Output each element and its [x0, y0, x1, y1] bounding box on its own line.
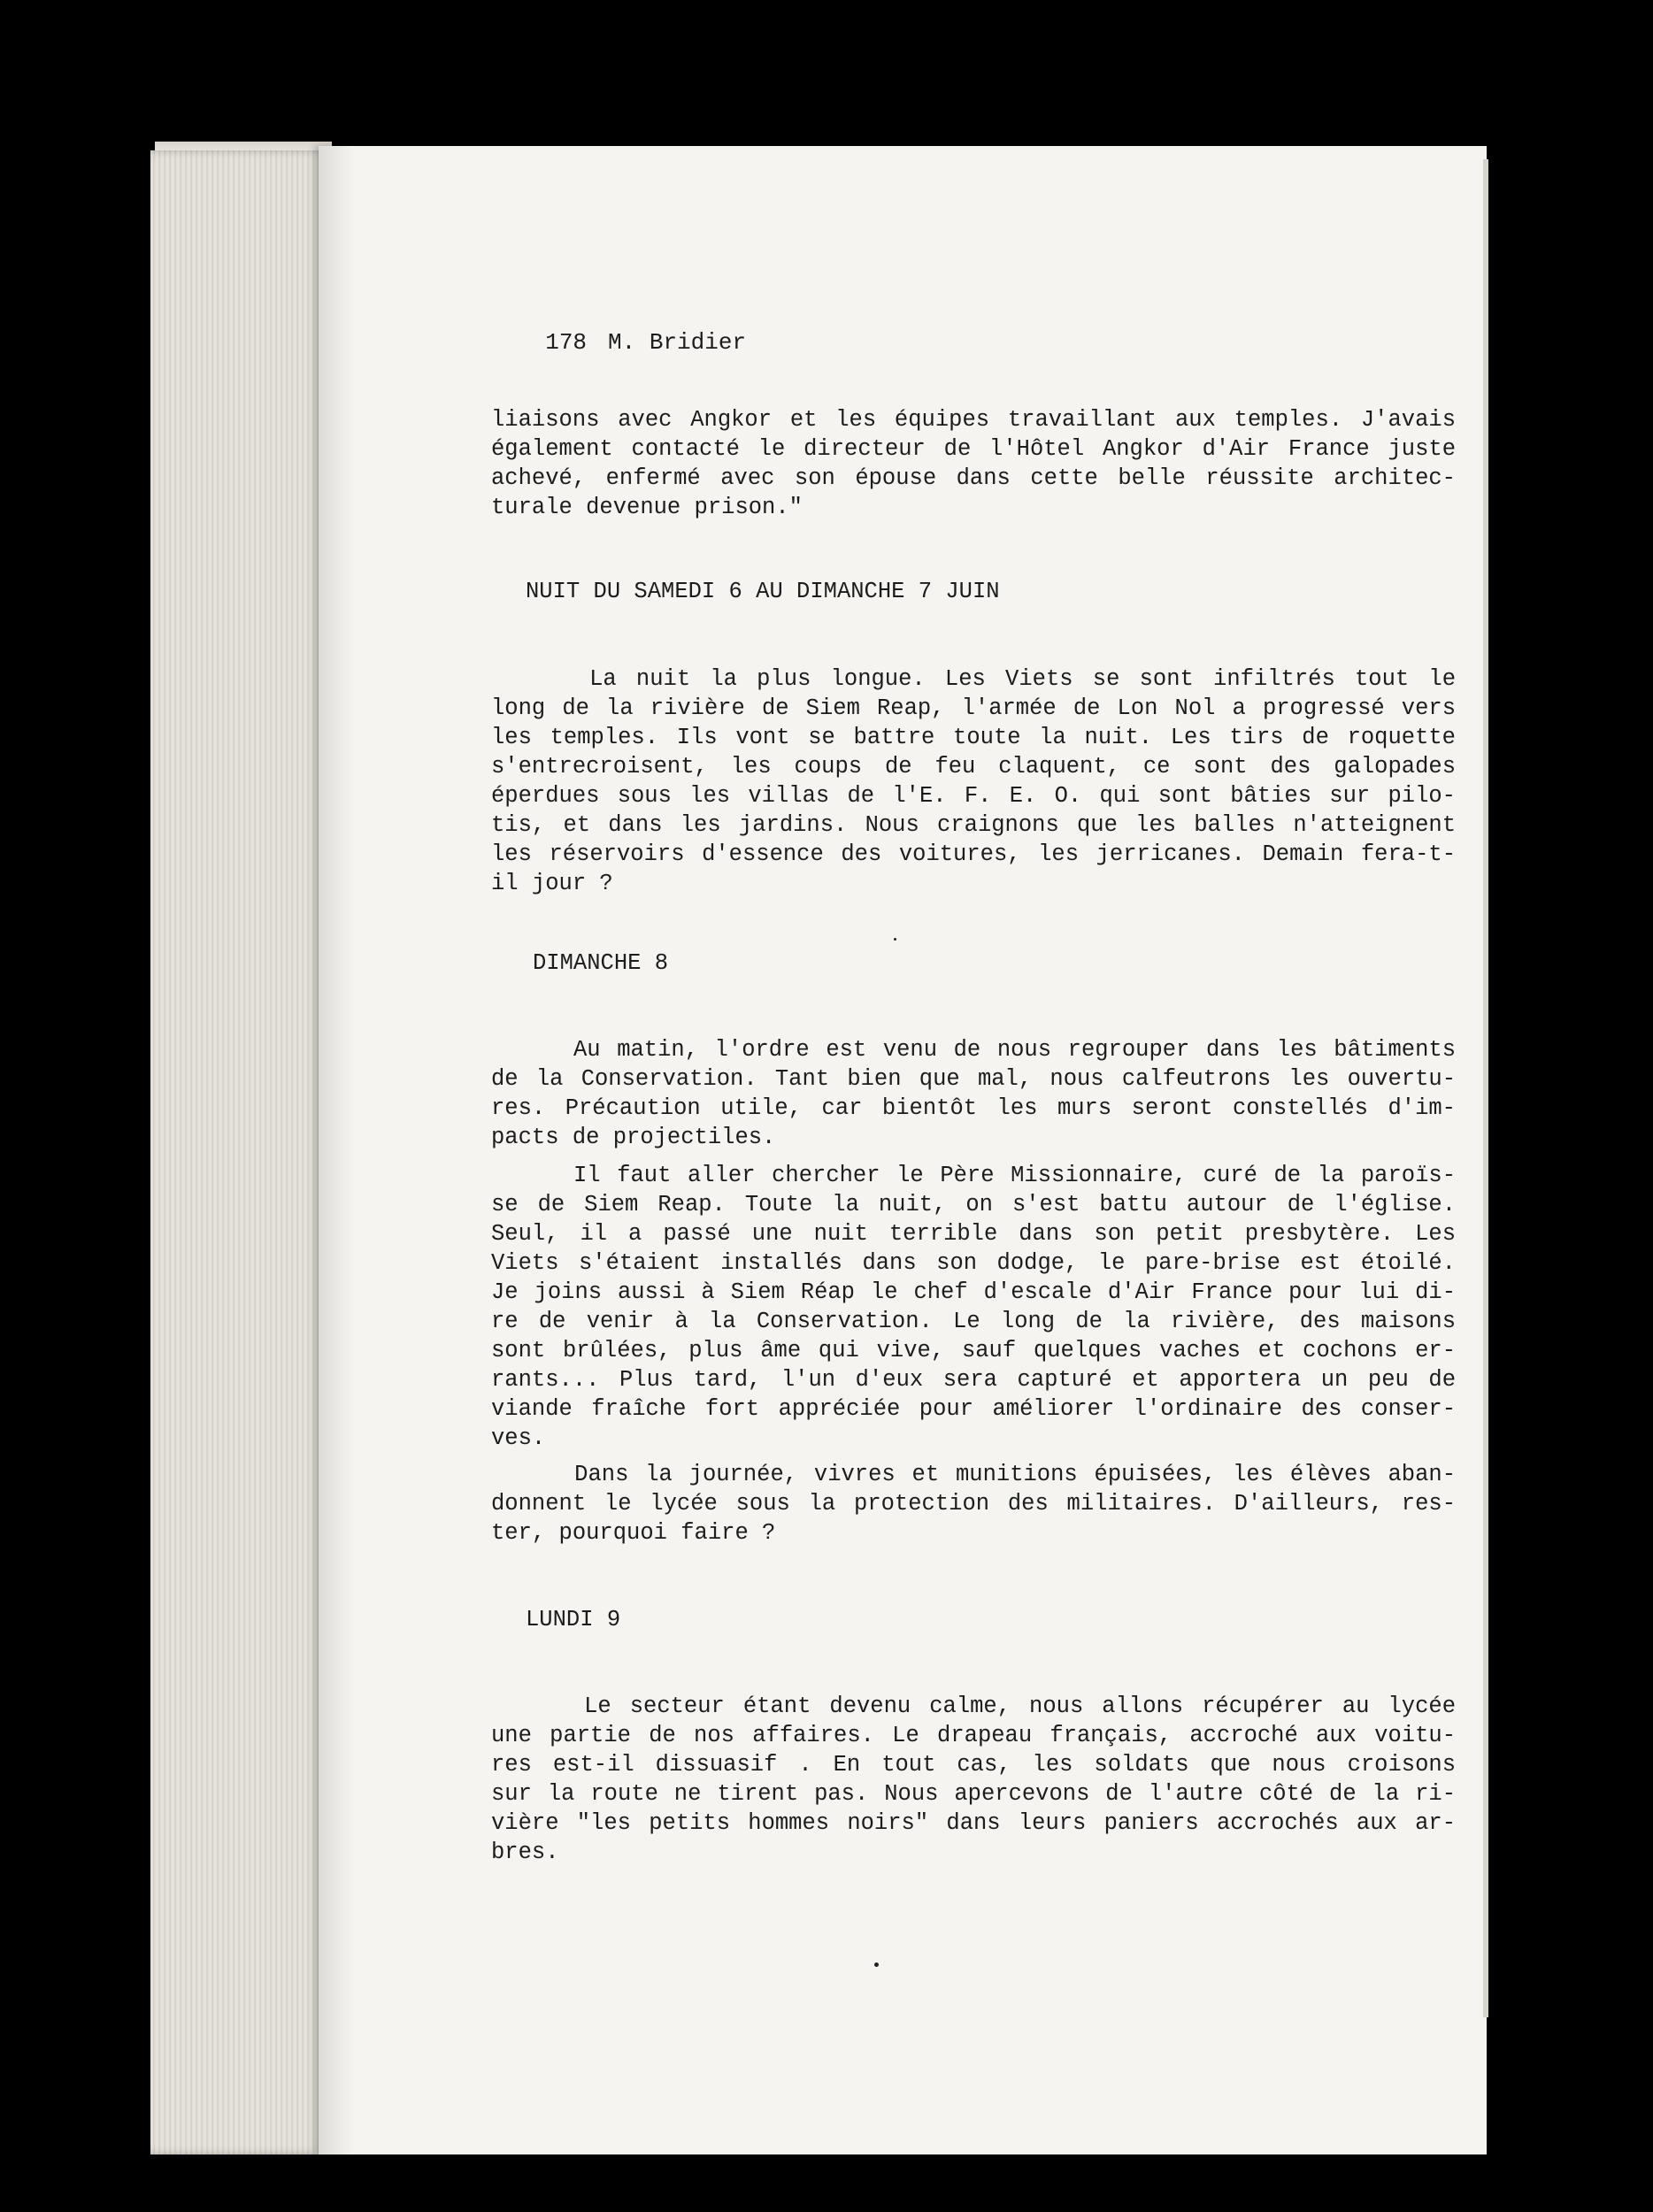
text-line: les réservoirs d'essence des voitures, les jerricanes. Demain fera-t- [491, 841, 1456, 867]
text-line: Il faut aller chercher le Père Missionnaire, curé de la paroïs- [491, 1163, 1456, 1188]
section-heading: LUNDI 9 [526, 1607, 621, 1632]
text-line: viande fraîche fort appréciée pour améliorer l'ordinaire des conser- [491, 1396, 1456, 1422]
page-number: 178 [545, 329, 588, 356]
text-line: éperdues sous les villas de l'E. F. E. O. qui sont bâties sur pilo- [491, 783, 1456, 809]
page-right-edge [1483, 159, 1488, 2017]
ink-speck [894, 938, 896, 941]
running-head-author: M. Bridier [608, 329, 747, 356]
text-line: rants... Plus tard, l'un d'eux sera capturé et apportera un peu de [491, 1367, 1456, 1393]
text-line: s'entrecroisent, les coups de feu claquent, ce sont des galopades [491, 754, 1456, 780]
text-line: res. Précaution utile, car bientôt les murs seront constellés d'im- [491, 1095, 1456, 1121]
page-block-edges [150, 150, 327, 2154]
text-line: liaisons avec Angkor et les équipes travaillant aux temples. J'avais [491, 407, 1456, 433]
text-line: donnent le lycée sous la protection des militaires. D'ailleurs, res- [491, 1491, 1456, 1517]
text-line: re de venir à la Conservation. Le long de la rivière, des maisons [491, 1309, 1456, 1334]
text-line: Je joins aussi à Siem Réap le chef d'escale d'Air France pour lui di- [491, 1279, 1456, 1305]
ink-speck [874, 1962, 879, 1967]
text-line: également contacté le directeur de l'Hôtel Angkor d'Air France juste [491, 436, 1456, 462]
opening-paragraph [491, 405, 1456, 522]
text-line: res est-il dissuasif . En tout cas, les soldats que nous croisons [491, 1752, 1456, 1778]
text-line: pacts de projectiles. [491, 1125, 776, 1150]
text-line: La nuit la plus longue. Les Viets se sont infiltrés tout le [491, 666, 1456, 692]
text-line: achevé, enfermé avec son épouse dans cette belle réussite architec- [491, 465, 1456, 491]
text-line: sont brûlées, plus âme qui vive, sauf quelques vaches et cochons er- [491, 1338, 1456, 1363]
section-paragraph [491, 1035, 1456, 1152]
text-line: ter, pourquoi faire ? [491, 1520, 776, 1546]
text-line: bres. [491, 1839, 559, 1865]
section-paragraph [491, 1460, 1456, 1548]
gutter-shadow [319, 146, 354, 2154]
text-line: tis, et dans les jardins. Nous craignons que les balles n'atteignent [491, 812, 1456, 838]
text-line: Dans la journée, vivres et munitions épuisées, les élèves aban- [491, 1462, 1456, 1487]
running-header [518, 303, 746, 356]
text-line: sur la route ne tirent pas. Nous apercevons de l'autre côté de la ri- [491, 1781, 1456, 1807]
text-line: il jour ? [491, 871, 613, 896]
section-paragraph [491, 664, 1456, 898]
text-line: les temples. Ils vont se battre toute la nuit. Les tirs de roquette [491, 725, 1456, 750]
section-paragraph [491, 1161, 1456, 1453]
text-line: long de la rivière de Siem Reap, l'armée de Lon Nol a progressé vers [491, 695, 1456, 721]
text-line: turale devenue prison." [491, 495, 803, 520]
text-line: Viets s'étaient installés dans son dodge, le pare-brise est étoilé. [491, 1250, 1456, 1276]
text-line: vière "les petits hommes noirs" dans leurs paniers accrochés aux ar- [491, 1810, 1456, 1836]
section-paragraph [491, 1692, 1456, 1867]
section-heading: NUIT DU SAMEDI 6 AU DIMANCHE 7 JUIN [526, 579, 1000, 604]
text-line: une partie de nos affaires. Le drapeau français, accroché aux voitu- [491, 1723, 1456, 1748]
section-heading: DIMANCHE 8 [533, 950, 669, 976]
text-line: ves. [491, 1425, 546, 1451]
text-line: Au matin, l'ordre est venu de nous regrouper dans les bâtiments [491, 1037, 1456, 1063]
text-line: Le secteur étant devenu calme, nous allons récupérer au lycée [491, 1694, 1456, 1719]
text-line: se de Siem Reap. Toute la nuit, on s'est battu autour de l'église. [491, 1192, 1456, 1217]
text-line: Seul, il a passé une nuit terrible dans son petit presbytère. Les [491, 1221, 1456, 1247]
text-line: de la Conservation. Tant bien que mal, nous calfeutrons les ouvertu- [491, 1066, 1456, 1092]
